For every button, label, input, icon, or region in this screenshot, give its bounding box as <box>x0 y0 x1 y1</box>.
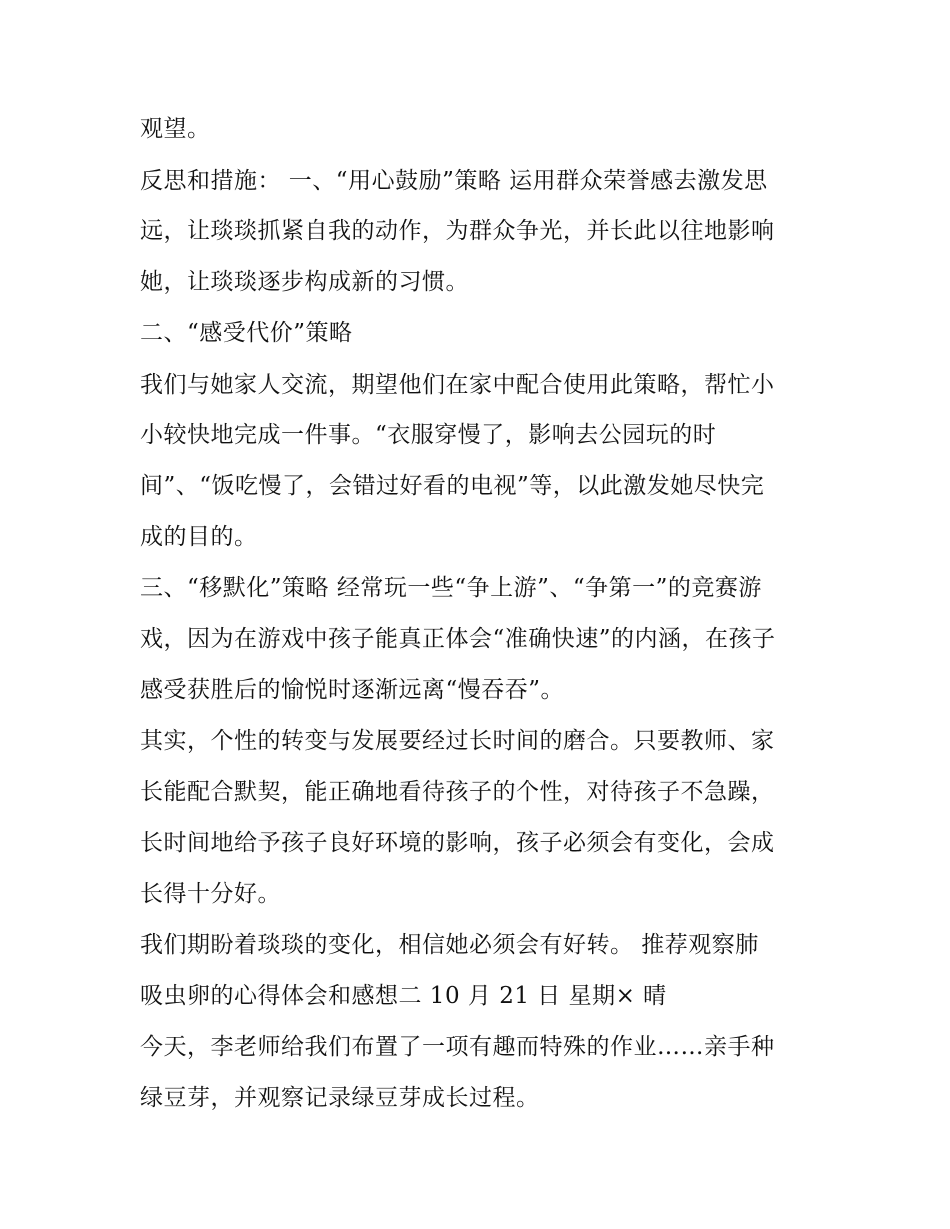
text-line: 反思和措施： 一、“用心鼓励”策略 运用群众荣誉感去激发思 <box>140 168 768 194</box>
text-line: 小较快地完成一件事。“衣服穿慢了，影响去公园玩的时 <box>140 422 717 448</box>
text-line: 她，让琰琰逐步构成新的习惯。 <box>140 269 469 295</box>
text-line: 吸虫卵的心得体会和感想二 10 月 21 日 星期× 晴 <box>140 983 667 1009</box>
text-line: 感受获胜后的愉悦时逐渐远离“慢吞吞”。 <box>140 677 565 703</box>
text-line: 今天，李老师给我们布置了一项有趣而特殊的作业……亲手种 <box>140 1034 775 1060</box>
text-line: 三、“移默化”策略 经常玩一些“争上游”、“争第一”的竞赛游 <box>140 575 762 601</box>
text-line: 长时间地给予孩子良好环境的影响，孩子必须会有变化，会成 <box>140 830 775 856</box>
text-line: 长能配合默契，能正确地看待孩子的个性，对待孩子不急躁， <box>140 779 775 805</box>
text-line: 我们与她家人交流，期望他们在家中配合使用此策略，帮忙小 <box>140 372 775 398</box>
text-line: 成的目的。 <box>140 524 258 550</box>
text-line: 长得十分好。 <box>140 881 281 907</box>
section-heading: 二、“感受代价”策略 <box>140 320 353 346</box>
text-line: 间”、“饭吃慢了，会错过好看的电视”等，以此激发她尽快完 <box>140 473 765 499</box>
text-line: 我们期盼着琰琰的变化，相信她必须会有好转。 推荐观察肺 <box>140 932 759 958</box>
text-line: 观望。 <box>140 116 211 142</box>
text-line: 其实，个性的转变与发展要经过长时间的磨合。只要教师、家 <box>140 728 775 754</box>
text-line: 戏，因为在游戏中孩子能真正体会“准确快速”的内涵，在孩子 <box>140 626 776 652</box>
text-line: 远，让琰琰抓紧自我的动作，为群众争光，并长此以往地影响 <box>140 218 775 244</box>
text-line: 绿豆芽，并观察记录绿豆芽成长过程。 <box>140 1085 540 1111</box>
